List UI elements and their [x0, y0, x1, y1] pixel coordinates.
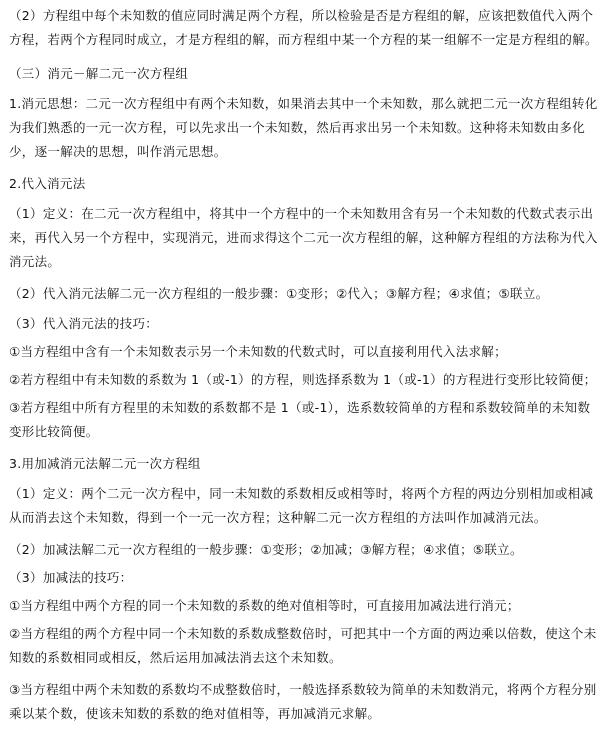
- paragraph-addition-subtraction-definition: （1）定义：两个二元一次方程中，同一未知数的系数相反或相等时，将两个方程的两边分别相加或相减从而消去这个未知数，得到一个一元一次方程；这种解二元一次方程组的方法叫作加减消元法。: [9, 486, 594, 525]
- paragraph-addition-subtraction-tip-1: ①当方程组中两个方程的同一个未知数的系数的绝对值相等时，可直接用加减法进行消元；: [9, 598, 520, 613]
- paragraph-substitution-tip-3: ③若方程组中所有方程里的未知数的系数都不是 1（或-1），选系数较简单的方程和系数较简单的未知数变形比较简便。: [9, 400, 591, 439]
- paragraph-check-solution: （2）方程组中每个未知数的值应同时满足两个方程，所以检验是否是方程组的解，应该把数值代入两个方程，若两个方程同时成立，才是方程组的解，而方程组中某一个方程的某一组解不一定是方程组的解。: [9, 8, 598, 47]
- paragraph-addition-subtraction-steps: （2）加减法解二元一次方程组的一般步骤：①变形；②加减；③解方程；④求值；⑤联立。: [9, 542, 523, 557]
- paragraph-substitution-definition: （1）定义：在二元一次方程组中，将其中一个方程中的一个未知数用含有另一个未知数的代数式表示出来，再代入另一个方程中，实现消元，进而求得这个二元一次方程组的解，这种解方程组的方法称为代入消元法。: [9, 206, 598, 269]
- paragraph-elimination-idea: 1.消元思想：二元一次方程组中有两个未知数，如果消去其中一个未知数，那么就把二元一次方程组转化为我们熟悉的一元一次方程，可以先求出一个未知数，然后再求出另一个未知数。这种将未知数由多化少，逐一解决的思想，叫作消元思想。: [9, 96, 598, 159]
- paragraph-substitution-tip-1: ①当方程组中含有一个未知数表示另一个未知数的代数式时，可以直接利用代入法求解；: [9, 344, 507, 359]
- section-heading-elimination: （三）消元－解二元一次方程组: [9, 66, 189, 81]
- paragraph-substitution-tip-2: ②若方程组中有未知数的系数为 1（或-1）的方程，则选择系数为 1（或-1）的方程进行变形比较简便；: [9, 372, 597, 387]
- heading-substitution-method: 2.代入消元法: [9, 176, 86, 191]
- paragraph-addition-subtraction-tip-3: ③当方程组中两个未知数的系数均不成整数倍时，一般选择系数较为简单的未知数消元，将两个方程分别乘以某个数，使该未知数的系数的绝对值相等，再加减消元求解。: [9, 682, 597, 721]
- paragraph-addition-subtraction-tip-2: ②当方程组的两个方程中同一个未知数的系数成整数倍时，可把其中一个方面的两边乘以倍数，使这个未知数的系数相同或相反，然后运用加减法消去这个未知数。: [9, 626, 597, 665]
- paragraph-addition-subtraction-tips-heading: （3）加减法的技巧：: [9, 570, 133, 585]
- paragraph-substitution-steps: （2）代入消元法解二元一次方程组的一般步骤：①变形；②代入；③解方程；④求值；⑤联立。: [9, 286, 549, 301]
- heading-addition-subtraction-method: 3.用加减消元法解二元一次方程组: [9, 456, 201, 471]
- paragraph-substitution-tips-heading: （3）代入消元法的技巧：: [9, 316, 159, 331]
